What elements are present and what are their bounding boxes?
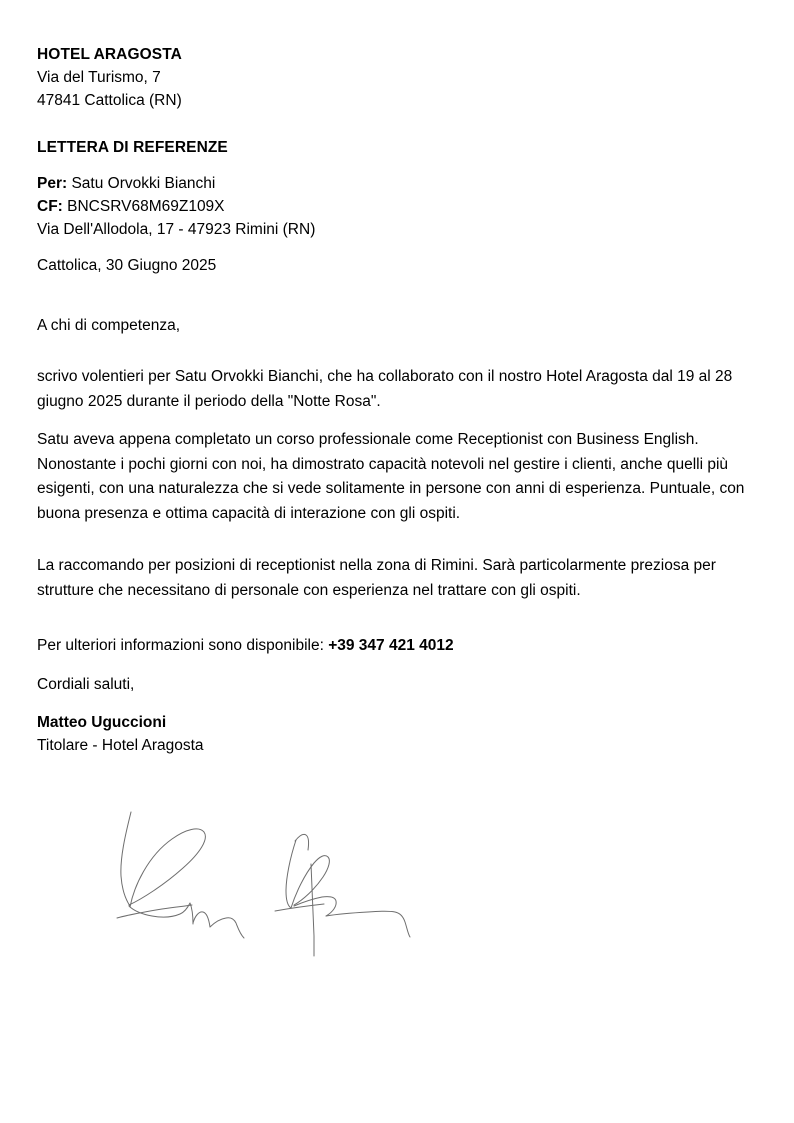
signature-mark-2-icon (275, 834, 410, 956)
letter-content (37, 43, 757, 757)
contact-phone: +39 347 421 4012 (328, 637, 454, 654)
company-city: 47841 Cattolica (RN) (37, 92, 182, 109)
letterhead (37, 43, 757, 112)
signature-area (100, 806, 430, 966)
signature-mark-1-icon (117, 812, 244, 938)
contact-prefix: Per ulteriori informazioni sono disponibile: (37, 637, 329, 654)
recipient-cf-label: CF: (37, 198, 63, 215)
recipient-name-value: Satu Orvokki Bianchi (71, 175, 216, 192)
body-paragraph-2: Satu aveva appena completato un corso professionale come Receptionist con Business English. Nonostante i pochi giorni con noi, ha dimostrato capacità notevoli nel gestire i clienti, anche quelli più esigenti, con una naturalezza che si vede solitamente in persone con anni di esperienza. Puntuale, con buona presenza e ottima capacità di interazione con gli ospiti. (37, 431, 745, 522)
recipient-cf-line (37, 195, 757, 218)
signer-role: Titolare - Hotel Aragosta (37, 737, 204, 754)
salutation: A chi di competenza, (37, 317, 181, 334)
place-date: Cattolica, 30 Giugno 2025 (37, 257, 217, 274)
page-title: LETTERA DI REFERENZE (37, 139, 228, 156)
body-paragraph-3: La raccomando per posizioni di receptionist nella zona di Rimini. Sarà particolarmente preziosa per strutture che necessitano di personale con esperienza nel trattare con gli ospiti. (37, 557, 716, 599)
recipient-name-label: Per: (37, 175, 68, 192)
contact-line (37, 634, 757, 659)
company-street: Via del Turismo, 7 (37, 69, 161, 86)
recipient-address: Via Dell'Allodola, 17 - 47923 Rimini (RN) (37, 221, 316, 238)
body-paragraph-1: scrivo volentieri per Satu Orvokki Bianchi, che ha collaborato con il nostro Hotel Aragosta dal 19 al 28 giugno 2025 durante il periodo della "Notte Rosa". (37, 368, 733, 410)
signer-name: Matteo Uguccioni (37, 714, 167, 731)
regards-line: Cordiali saluti, (37, 675, 135, 693)
signer-block (37, 711, 757, 757)
recipient-block (37, 172, 757, 241)
recipient-name-line (37, 172, 757, 195)
recipient-cf-value: BNCSRV68M69Z109X (67, 198, 225, 215)
company-name: HOTEL ARAGOSTA (37, 46, 182, 63)
